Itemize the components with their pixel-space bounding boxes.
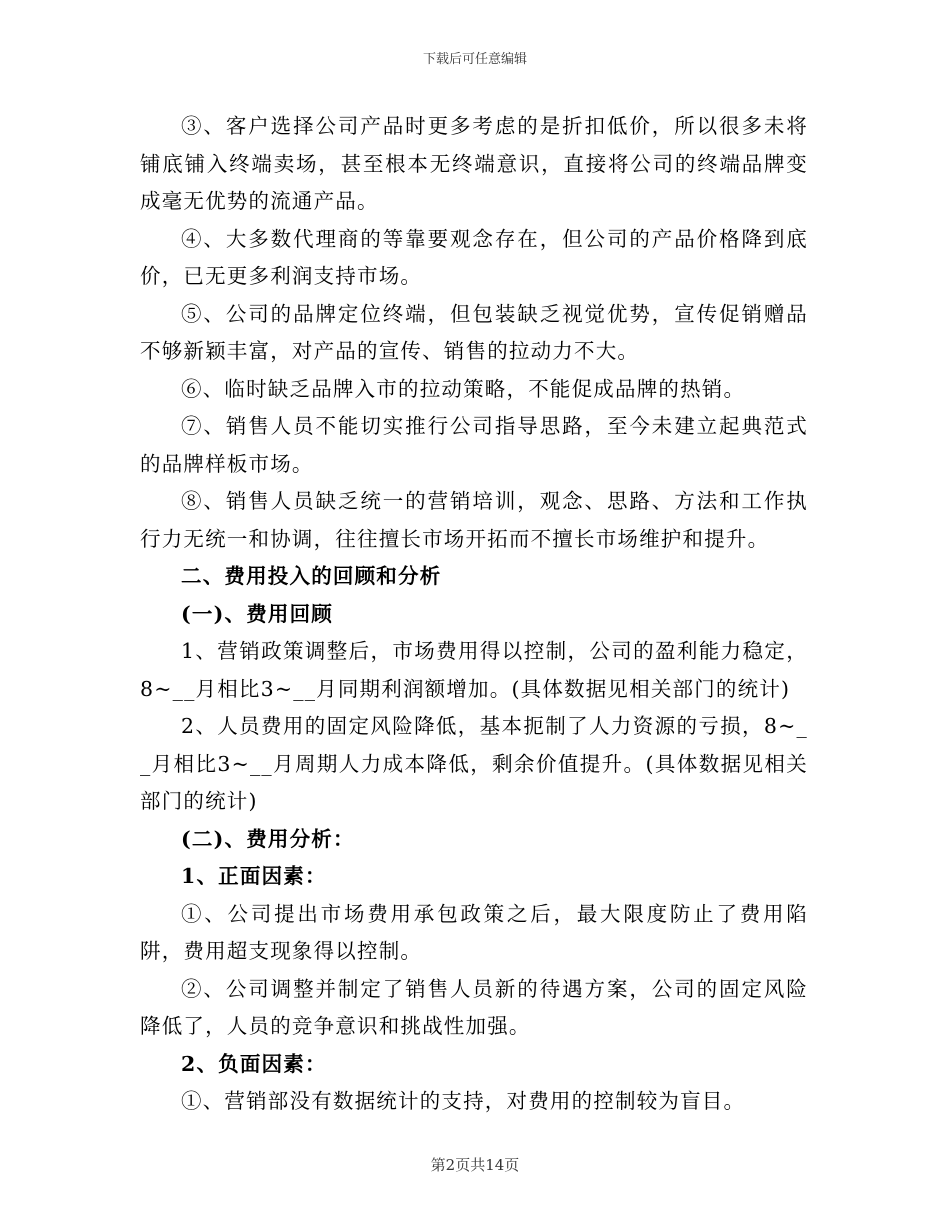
paragraph-negative-1: ①、营销部没有数据统计的支持，对费用的控制较为盲目。 (181, 1089, 746, 1113)
heading-negative-factors: 2、负面因素： (181, 1051, 327, 1076)
paragraph-cost-recap-2: 2、人员费用的固定风险降低，基本扼制了人力资源的亏损，8~__月相比3~__月周期人力成本降低，剩余价值提升。(具体数据见相关部门的统计) (140, 714, 808, 813)
paragraph-point-5: ⑤、公司的品牌定位终端，但包装缺乏视觉优势，宣传促销赠品不够新颖丰富，对产品的宣传、销售的拉动力不大。 (140, 301, 808, 363)
subsection-heading-cost-recap: (一)、费用回顾 (181, 601, 333, 626)
document-body (140, 108, 808, 1121)
page-header: 下载后可任意编辑 (422, 52, 527, 67)
page-footer: 第2页共14页 (430, 1156, 520, 1174)
paragraph-positive-1: ①、公司提出市场费用承包政策之后，最大限度防止了费用陷阱，费用超支现象得以控制。 (140, 901, 808, 963)
subsection-heading-cost-analysis: (二)、费用分析： (181, 826, 355, 851)
paragraph-positive-2: ②、公司调整并制定了销售人员新的待遇方案，公司的固定风险降低了，人员的竞争意识和挑战性加强。 (140, 976, 808, 1038)
paragraph-point-8: ⑧、销售人员缺乏统一的营销培训，观念、思路、方法和工作执行力无统一和协调，往往擅长市场开拓而不擅长市场维护和提升。 (140, 489, 808, 551)
paragraph-cost-recap-1: 1、营销政策调整后，市场费用得以控制，公司的盈利能力稳定，8~__月相比3~__月同期利润额增加。(具体数据见相关部门的统计) (140, 639, 808, 701)
paragraph-point-7: ⑦、销售人员不能切实推行公司指导思路，至今未建立起典范式的品牌样板市场。 (140, 414, 808, 476)
paragraph-point-4: ④、大多数代理商的等靠要观念存在，但公司的产品价格降到底价，已无更多利润支持市场。 (140, 226, 808, 288)
paragraph-point-6: ⑥、临时缺乏品牌入市的拉动策略，不能促成品牌的热销。 (181, 376, 746, 401)
heading-positive-factors: 1、正面因素： (181, 864, 327, 888)
paragraph-point-3: ③、客户选择公司产品时更多考虑的是折扣低价，所以很多未将铺底铺入终端卖场，甚至根本无终端意识，直接将公司的终端品牌变成毫无优势的流通产品。 (140, 114, 808, 213)
section-heading-cost-review: 二、费用投入的回顾和分析 (181, 564, 442, 588)
